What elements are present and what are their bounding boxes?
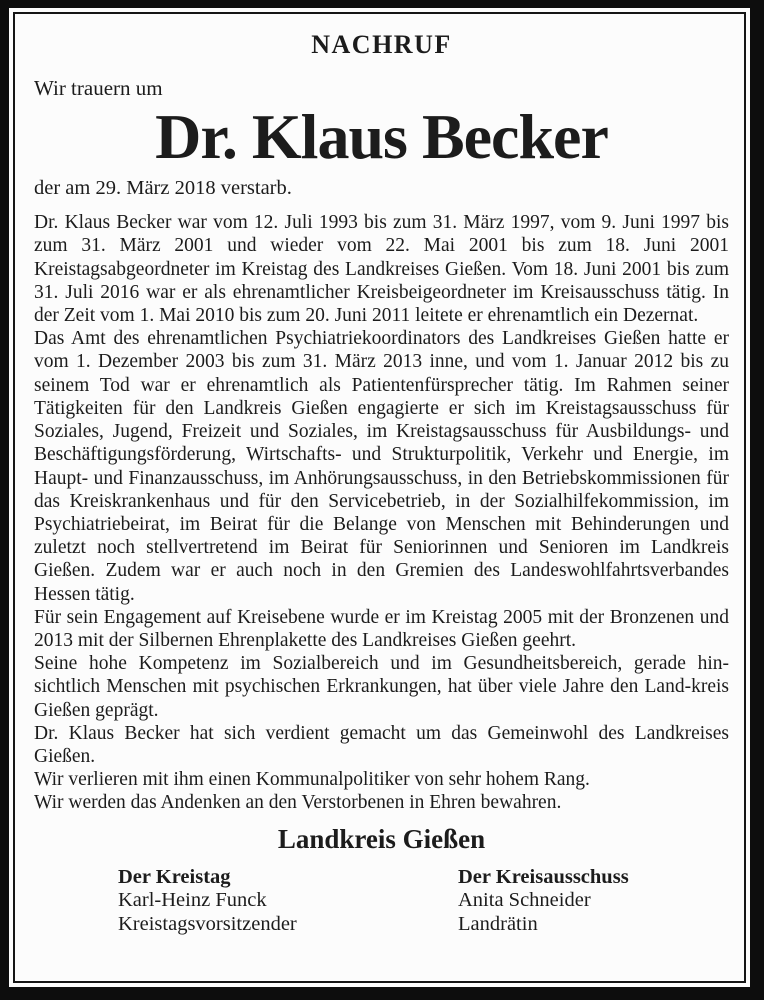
body-paragraph-career: Dr. Klaus Becker war vom 12. Juli 1993 bis zum 31. März 1997, vom 9. Juni 1997 bis zum 31. März 2001 und wieder vom 22. Mai 2001 bis zum 18. Juni 2001 Kreistagsabgeordneter im Kreistag des Landkreises Gießen. Vom 18. Juni 2001 bis zum 31. Juli 2016 war er als ehrenamtlicher Kreisbeigeordneter im Kreisausschuss tätig. In der Zeit vom 1. Mai 2010 bis zum 20. Juni 2011 leitete er ehrenamtlich ein Dezernat. xyxy=(34,212,729,327)
signature-org-label: Der Kreistag xyxy=(118,865,231,888)
signature-org-label: Der Kreisausschuss xyxy=(458,865,629,888)
body-paragraph-competence: Seine hohe Kompetenz im Sozialbereich und im Gesundheitsbereich, gerade hin-sichtlich Menschen mit psychischen Erkrankungen, hat über viele Jahre den Land-kreis Gießen geprägt. xyxy=(34,653,729,721)
obituary-body xyxy=(34,211,729,814)
signature-kreistag xyxy=(118,866,458,937)
notice-kicker: NACHRUF xyxy=(311,30,452,59)
signature-person-role: Landrätin xyxy=(458,912,538,935)
signature-kreisausschuss xyxy=(458,866,629,937)
body-paragraph-remembrance: Wir werden das Andenken an den Verstorbenen in Ehren bewahren. xyxy=(34,792,562,814)
signature-person-role: Kreistagsvorsitzender xyxy=(118,912,297,935)
paper-sheet xyxy=(9,8,750,987)
body-paragraph-offices: Das Amt des ehrenamtlichen Psychiatriekoordinators des Landkreises Gießen hatte er vom 1. Dezember 2003 bis zum 31. März 2013 inne, und vom 1. Januar 2012 bis zu seinem Tod war er ehrenamtlich als Patientenfürsprecher tätig. Im Rahmen seiner Tätigkeiten für den Landkreis Gießen engagierte er sich im Kreistagsausschuss für Soziales, Jugend, Freizeit und Soziales, im Kreistagsausschuss für Ausbildungs- und Beschäftigungsförderung, Wirtschafts- und Strukturpolitik, Verkehr und Energie, im Haupt- und Finanzausschuss, im Anhörungsausschuss, in den Betriebskommissionen für das Kreiskrankenhaus und für den Servicebetrieb, in der Sozialhilfekommission, im Psychiatriebeirat, im Beirat für die Belange von Menschen mit Behinderungen und zuletzt noch stellvertretend im Beirat für Seniorinnen und Senioren im Landkreis Gießen. Zudem war er auch noch in den Gremien des Landeswohlfahrtsverbandes Hessen tätig. xyxy=(34,328,729,605)
closing-organization: Landkreis Gießen xyxy=(277,823,486,854)
mourning-intro: Wir trauern um xyxy=(34,76,163,100)
body-paragraph-honors: Für sein Engagement auf Kreisebene wurde er im Kreistag 2005 mit der Bronzenen und 2013 mit der Silbernen Ehrenplakette des Landkreises Gießen geehrt. xyxy=(34,606,729,651)
deceased-name: Dr. Klaus Becker xyxy=(155,101,608,172)
signature-person-name: Anita Schneider xyxy=(458,889,591,912)
notice-border-box xyxy=(13,12,746,983)
death-date-line: der am 29. März 2018 verstarb. xyxy=(34,177,292,200)
body-paragraph-merit: Dr. Klaus Becker hat sich verdient gemacht um das Gemeinwohl des Landkreises Gießen. xyxy=(34,722,729,767)
body-paragraph-loss: Wir verlieren mit ihm einen Kommunalpolitiker von sehr hohem Rang. xyxy=(34,769,590,791)
signature-block xyxy=(34,866,729,937)
signature-person-name: Karl-Heinz Funck xyxy=(118,889,267,912)
